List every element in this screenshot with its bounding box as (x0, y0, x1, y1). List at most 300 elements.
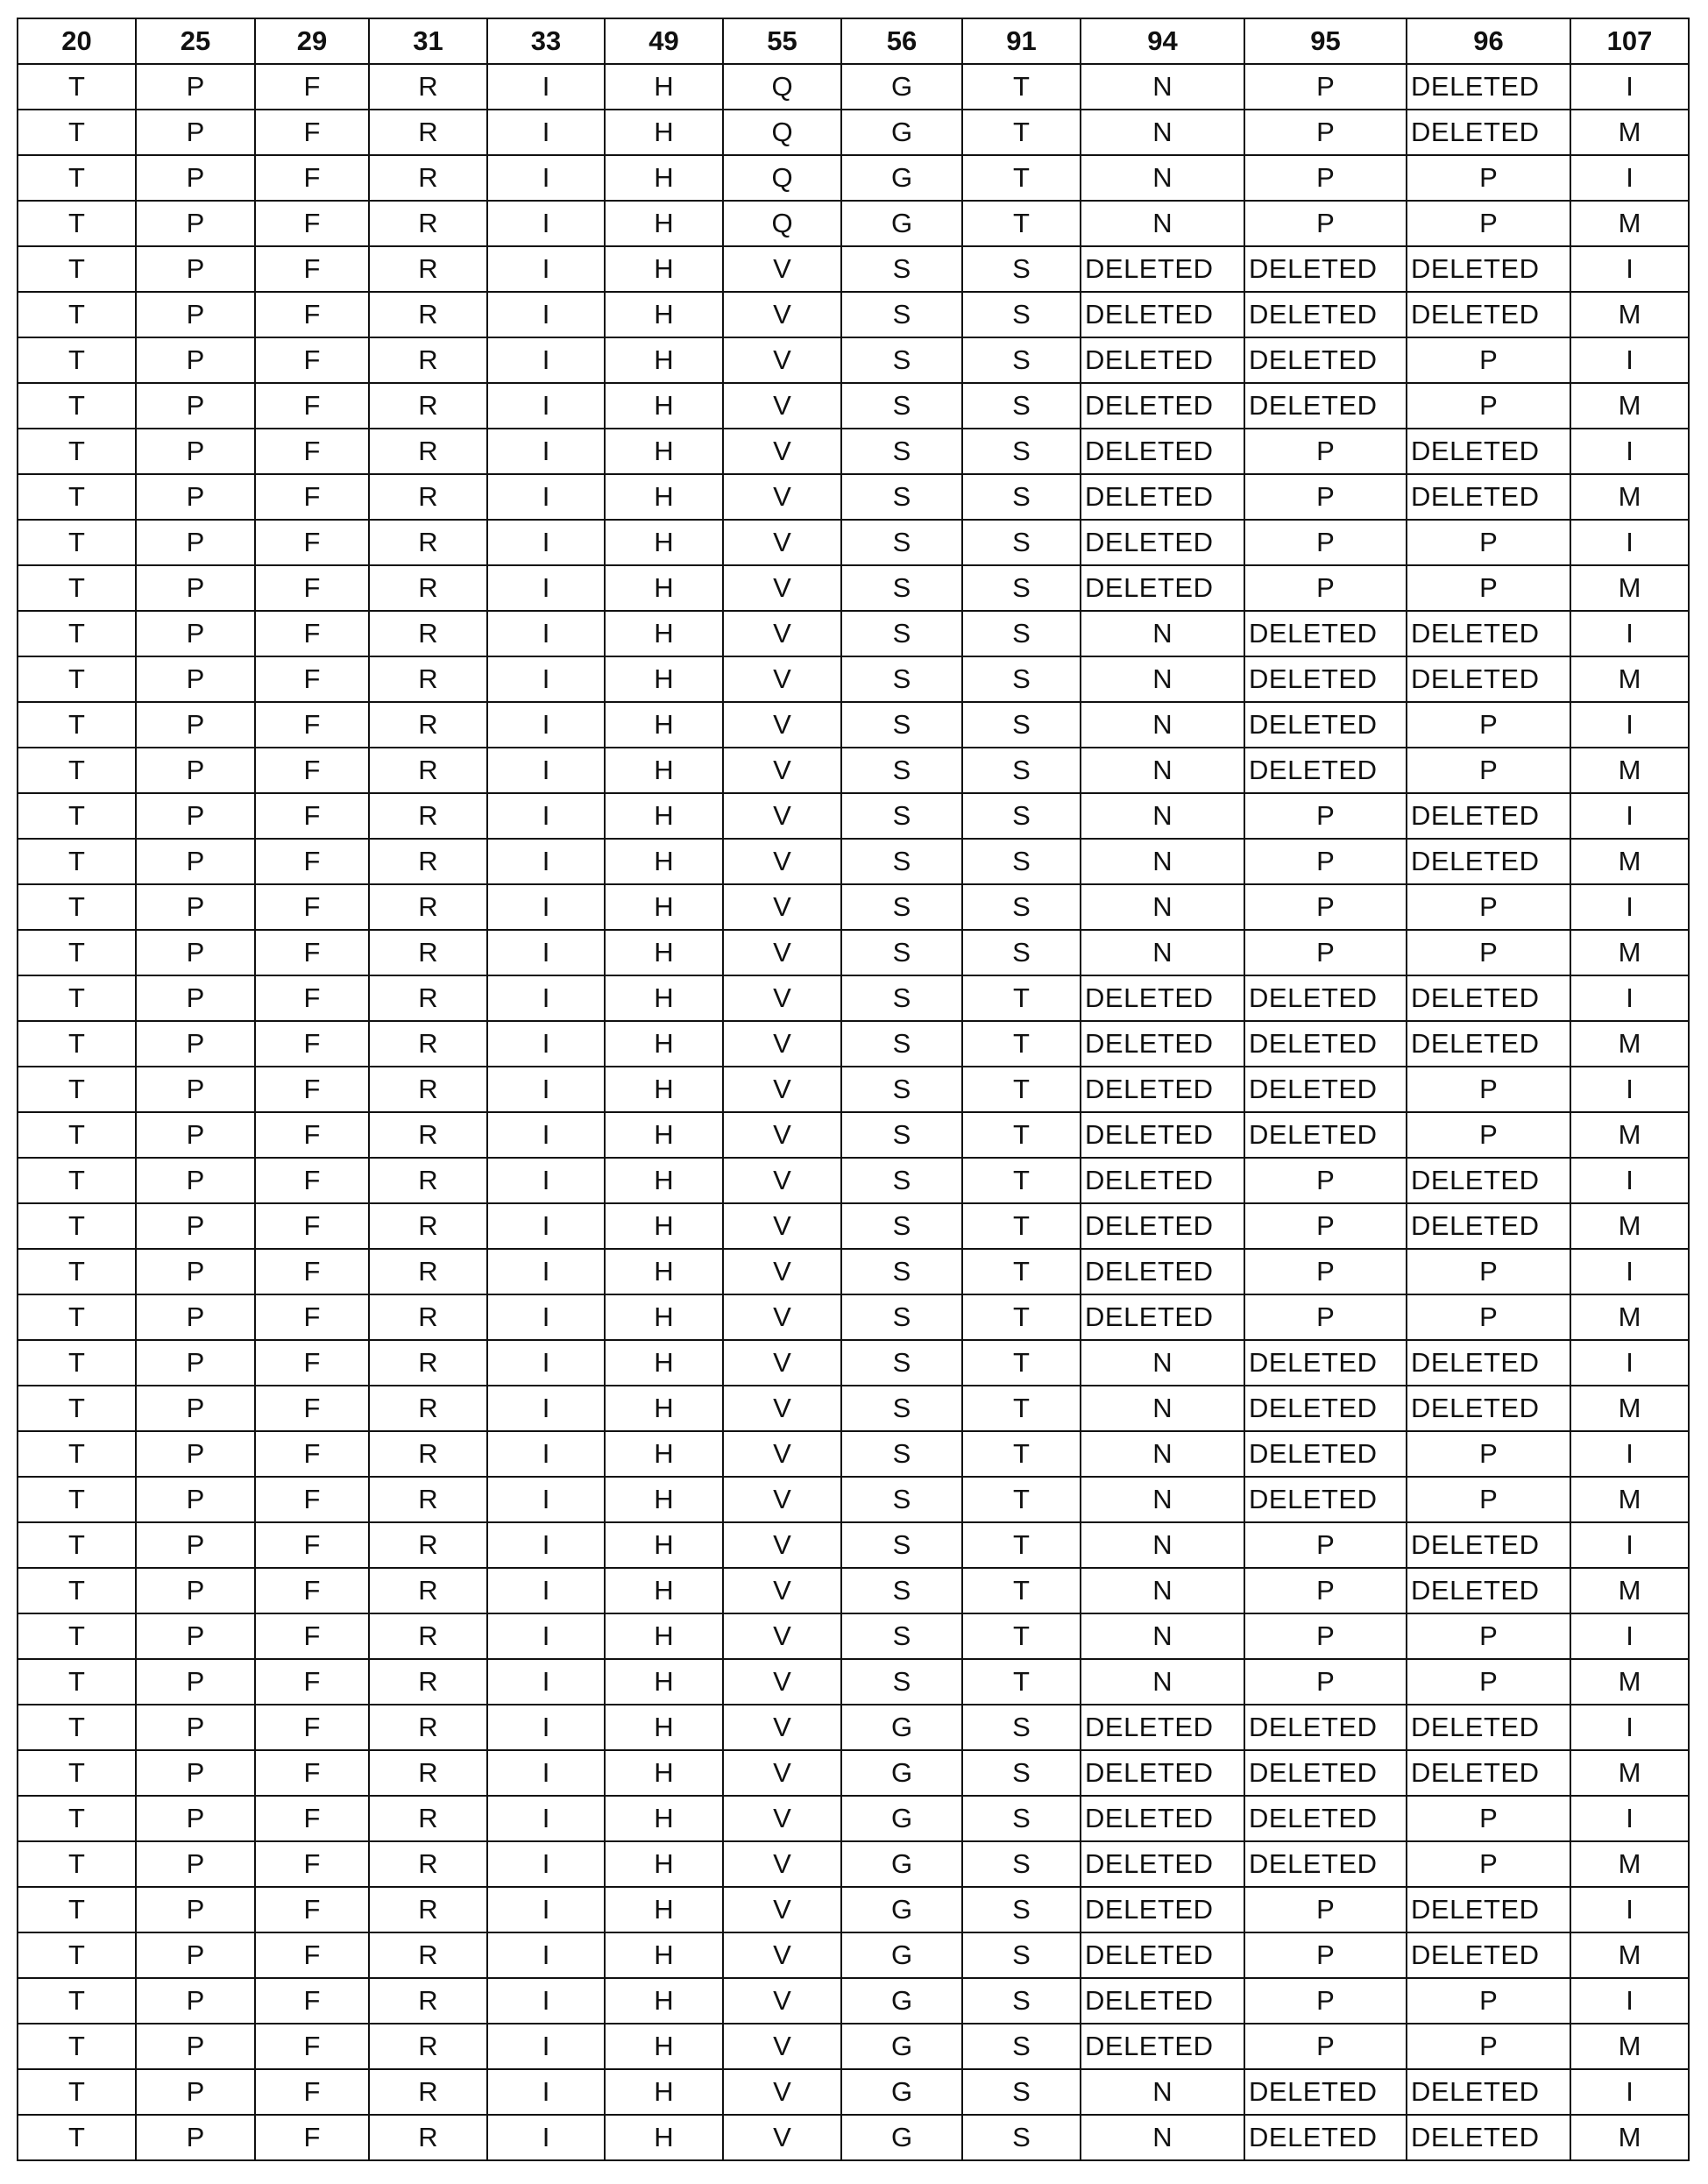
cell-position-95: DELETED (1244, 748, 1407, 793)
cell-position-95: P (1244, 1203, 1407, 1249)
cell-position-31: R (369, 1796, 487, 1841)
cell-position-55: Q (723, 64, 841, 110)
cell-position-31: R (369, 1158, 487, 1203)
table-row (18, 1796, 1689, 1841)
cell-position-29: F (255, 110, 369, 155)
cell-position-107: M (1570, 1932, 1689, 1978)
cell-position-94: N (1081, 930, 1244, 975)
cell-position-25: P (136, 337, 255, 383)
cell-position-91: T (962, 64, 1081, 110)
cell-position-20: T (18, 1659, 136, 1705)
cell-position-25: P (136, 1613, 255, 1659)
table-row (18, 702, 1689, 748)
cell-position-55: V (723, 1659, 841, 1705)
cell-position-55: V (723, 292, 841, 337)
cell-position-25: P (136, 474, 255, 520)
cell-position-96: P (1407, 201, 1570, 246)
cell-position-25: P (136, 1203, 255, 1249)
cell-position-33: I (487, 1705, 605, 1750)
cell-position-96: P (1407, 1613, 1570, 1659)
cell-position-56: S (841, 1431, 962, 1477)
cell-position-96: DELETED (1407, 1932, 1570, 1978)
cell-position-107: I (1570, 1522, 1689, 1568)
cell-position-25: P (136, 1522, 255, 1568)
cell-position-29: F (255, 383, 369, 429)
cell-position-96: DELETED (1407, 110, 1570, 155)
cell-position-56: G (841, 1796, 962, 1841)
table-row (18, 1659, 1689, 1705)
cell-position-107: M (1570, 1021, 1689, 1067)
cell-position-25: P (136, 702, 255, 748)
header-row (18, 18, 1689, 64)
cell-position-20: T (18, 1340, 136, 1386)
cell-position-20: T (18, 1841, 136, 1887)
cell-position-95: DELETED (1244, 1750, 1407, 1796)
cell-position-20: T (18, 839, 136, 884)
cell-position-96: DELETED (1407, 2115, 1570, 2160)
cell-position-31: R (369, 1659, 487, 1705)
cell-position-56: S (841, 975, 962, 1021)
cell-position-20: T (18, 1431, 136, 1477)
cell-position-107: I (1570, 611, 1689, 656)
cell-position-107: I (1570, 155, 1689, 201)
cell-position-91: S (962, 337, 1081, 383)
cell-position-56: S (841, 1522, 962, 1568)
cell-position-94: N (1081, 793, 1244, 839)
cell-position-94: N (1081, 1568, 1244, 1613)
cell-position-55: V (723, 1340, 841, 1386)
cell-position-25: P (136, 884, 255, 930)
cell-position-25: P (136, 292, 255, 337)
cell-position-95: DELETED (1244, 1796, 1407, 1841)
cell-position-56: S (841, 884, 962, 930)
cell-position-25: P (136, 1431, 255, 1477)
cell-position-107: I (1570, 1705, 1689, 1750)
cell-position-55: V (723, 1796, 841, 1841)
cell-position-94: DELETED (1081, 1705, 1244, 1750)
table-row (18, 1477, 1689, 1522)
cell-position-56: S (841, 1203, 962, 1249)
cell-position-55: V (723, 1522, 841, 1568)
cell-position-49: H (605, 1431, 723, 1477)
cell-position-91: S (962, 702, 1081, 748)
cell-position-91: S (962, 2115, 1081, 2160)
cell-position-25: P (136, 1386, 255, 1431)
cell-position-33: I (487, 1932, 605, 1978)
cell-position-107: I (1570, 1249, 1689, 1294)
cell-position-31: R (369, 1978, 487, 2024)
cell-position-49: H (605, 429, 723, 474)
cell-position-31: R (369, 1932, 487, 1978)
cell-position-96: DELETED (1407, 1158, 1570, 1203)
table-row (18, 2024, 1689, 2069)
cell-position-29: F (255, 292, 369, 337)
cell-position-49: H (605, 565, 723, 611)
cell-position-31: R (369, 1112, 487, 1158)
cell-position-107: I (1570, 1431, 1689, 1477)
cell-position-95: P (1244, 520, 1407, 565)
cell-position-96: P (1407, 1294, 1570, 1340)
cell-position-107: I (1570, 2069, 1689, 2115)
cell-position-33: I (487, 839, 605, 884)
cell-position-33: I (487, 2115, 605, 2160)
cell-position-91: T (962, 1340, 1081, 1386)
cell-position-94: N (1081, 839, 1244, 884)
cell-position-94: DELETED (1081, 2024, 1244, 2069)
cell-position-31: R (369, 201, 487, 246)
cell-position-91: T (962, 1203, 1081, 1249)
cell-position-107: M (1570, 565, 1689, 611)
cell-position-49: H (605, 520, 723, 565)
cell-position-49: H (605, 246, 723, 292)
cell-position-107: I (1570, 64, 1689, 110)
cell-position-56: G (841, 2115, 962, 2160)
cell-position-95: DELETED (1244, 611, 1407, 656)
cell-position-31: R (369, 1841, 487, 1887)
cell-position-49: H (605, 1841, 723, 1887)
cell-position-96: DELETED (1407, 246, 1570, 292)
cell-position-31: R (369, 292, 487, 337)
cell-position-55: V (723, 565, 841, 611)
cell-position-29: F (255, 64, 369, 110)
cell-position-55: V (723, 1158, 841, 1203)
cell-position-91: S (962, 611, 1081, 656)
cell-position-55: V (723, 1021, 841, 1067)
cell-position-49: H (605, 839, 723, 884)
cell-position-33: I (487, 337, 605, 383)
cell-position-29: F (255, 2069, 369, 2115)
cell-position-49: H (605, 1477, 723, 1522)
cell-position-33: I (487, 975, 605, 1021)
cell-position-55: V (723, 611, 841, 656)
cell-position-91: T (962, 1477, 1081, 1522)
cell-position-94: DELETED (1081, 429, 1244, 474)
table-row (18, 1294, 1689, 1340)
cell-position-20: T (18, 884, 136, 930)
cell-position-56: G (841, 64, 962, 110)
cell-position-91: T (962, 1249, 1081, 1294)
cell-position-95: DELETED (1244, 337, 1407, 383)
cell-position-25: P (136, 1887, 255, 1932)
cell-position-94: N (1081, 748, 1244, 793)
cell-position-91: S (962, 2069, 1081, 2115)
cell-position-55: V (723, 1203, 841, 1249)
cell-position-91: S (962, 793, 1081, 839)
cell-position-95: P (1244, 1568, 1407, 1613)
cell-position-25: P (136, 64, 255, 110)
cell-position-96: DELETED (1407, 1705, 1570, 1750)
table-row (18, 1568, 1689, 1613)
cell-position-33: I (487, 1112, 605, 1158)
cell-position-25: P (136, 1568, 255, 1613)
cell-position-91: T (962, 1386, 1081, 1431)
cell-position-91: T (962, 1613, 1081, 1659)
cell-position-55: V (723, 383, 841, 429)
cell-position-91: S (962, 474, 1081, 520)
cell-position-20: T (18, 201, 136, 246)
cell-position-94: N (1081, 702, 1244, 748)
table-row (18, 975, 1689, 1021)
cell-position-55: Q (723, 201, 841, 246)
cell-position-29: F (255, 1386, 369, 1431)
cell-position-49: H (605, 201, 723, 246)
cell-position-29: F (255, 1158, 369, 1203)
cell-position-96: DELETED (1407, 1021, 1570, 1067)
cell-position-56: G (841, 155, 962, 201)
table-row (18, 1750, 1689, 1796)
cell-position-91: S (962, 1887, 1081, 1932)
cell-position-91: S (962, 1841, 1081, 1887)
cell-position-31: R (369, 793, 487, 839)
cell-position-56: S (841, 1568, 962, 1613)
cell-position-49: H (605, 1021, 723, 1067)
cell-position-49: H (605, 292, 723, 337)
cell-position-29: F (255, 2115, 369, 2160)
column-header-position-20: 20 (18, 18, 136, 64)
cell-position-91: S (962, 839, 1081, 884)
cell-position-20: T (18, 1978, 136, 2024)
cell-position-33: I (487, 1841, 605, 1887)
cell-position-107: M (1570, 383, 1689, 429)
cell-position-96: DELETED (1407, 1522, 1570, 1568)
cell-position-56: S (841, 1386, 962, 1431)
cell-position-20: T (18, 292, 136, 337)
cell-position-20: T (18, 1522, 136, 1568)
table-row (18, 839, 1689, 884)
cell-position-107: I (1570, 1067, 1689, 1112)
cell-position-107: I (1570, 702, 1689, 748)
cell-position-20: T (18, 1796, 136, 1841)
cell-position-95: DELETED (1244, 702, 1407, 748)
cell-position-29: F (255, 565, 369, 611)
cell-position-56: G (841, 1841, 962, 1887)
cell-position-29: F (255, 611, 369, 656)
cell-position-20: T (18, 520, 136, 565)
cell-position-91: S (962, 1750, 1081, 1796)
table-row (18, 474, 1689, 520)
cell-position-56: G (841, 2024, 962, 2069)
cell-position-56: S (841, 793, 962, 839)
cell-position-95: DELETED (1244, 292, 1407, 337)
cell-position-33: I (487, 611, 605, 656)
cell-position-31: R (369, 565, 487, 611)
cell-position-56: S (841, 1067, 962, 1112)
cell-position-56: G (841, 1932, 962, 1978)
cell-position-95: DELETED (1244, 2115, 1407, 2160)
cell-position-94: N (1081, 1431, 1244, 1477)
cell-position-20: T (18, 64, 136, 110)
cell-position-49: H (605, 1203, 723, 1249)
cell-position-20: T (18, 1112, 136, 1158)
cell-position-94: DELETED (1081, 1294, 1244, 1340)
cell-position-29: F (255, 1021, 369, 1067)
cell-position-31: R (369, 429, 487, 474)
cell-position-25: P (136, 1158, 255, 1203)
cell-position-25: P (136, 1841, 255, 1887)
cell-position-94: DELETED (1081, 975, 1244, 1021)
cell-position-56: S (841, 1021, 962, 1067)
cell-position-94: DELETED (1081, 565, 1244, 611)
cell-position-95: DELETED (1244, 1841, 1407, 1887)
cell-position-25: P (136, 975, 255, 1021)
column-header-position-107: 107 (1570, 18, 1689, 64)
cell-position-107: I (1570, 520, 1689, 565)
cell-position-20: T (18, 748, 136, 793)
cell-position-107: M (1570, 656, 1689, 702)
cell-position-96: DELETED (1407, 1750, 1570, 1796)
cell-position-49: H (605, 793, 723, 839)
cell-position-55: V (723, 1705, 841, 1750)
cell-position-55: V (723, 975, 841, 1021)
cell-position-94: DELETED (1081, 1158, 1244, 1203)
cell-position-31: R (369, 975, 487, 1021)
cell-position-95: DELETED (1244, 656, 1407, 702)
cell-position-56: S (841, 1294, 962, 1340)
table-row (18, 1522, 1689, 1568)
cell-position-96: DELETED (1407, 292, 1570, 337)
cell-position-107: M (1570, 2024, 1689, 2069)
cell-position-96: DELETED (1407, 64, 1570, 110)
cell-position-29: F (255, 1067, 369, 1112)
cell-position-94: DELETED (1081, 246, 1244, 292)
cell-position-31: R (369, 520, 487, 565)
cell-position-49: H (605, 337, 723, 383)
cell-position-94: DELETED (1081, 1978, 1244, 2024)
cell-position-25: P (136, 1796, 255, 1841)
cell-position-94: N (1081, 201, 1244, 246)
cell-position-96: P (1407, 748, 1570, 793)
column-header-position-94: 94 (1081, 18, 1244, 64)
cell-position-31: R (369, 1477, 487, 1522)
table-row (18, 337, 1689, 383)
cell-position-95: DELETED (1244, 1705, 1407, 1750)
cell-position-49: H (605, 1887, 723, 1932)
cell-position-95: P (1244, 884, 1407, 930)
cell-position-31: R (369, 656, 487, 702)
table-row (18, 292, 1689, 337)
cell-position-91: T (962, 110, 1081, 155)
cell-position-33: I (487, 1659, 605, 1705)
cell-position-29: F (255, 1340, 369, 1386)
cell-position-56: S (841, 246, 962, 292)
cell-position-56: S (841, 1340, 962, 1386)
cell-position-20: T (18, 656, 136, 702)
cell-position-25: P (136, 1249, 255, 1294)
table-row (18, 1021, 1689, 1067)
cell-position-96: P (1407, 155, 1570, 201)
cell-position-31: R (369, 474, 487, 520)
cell-position-31: R (369, 1249, 487, 1294)
cell-position-20: T (18, 702, 136, 748)
cell-position-25: P (136, 565, 255, 611)
cell-position-55: V (723, 884, 841, 930)
cell-position-29: F (255, 1522, 369, 1568)
cell-position-29: F (255, 1750, 369, 1796)
cell-position-31: R (369, 1750, 487, 1796)
cell-position-29: F (255, 474, 369, 520)
cell-position-33: I (487, 64, 605, 110)
cell-position-20: T (18, 155, 136, 201)
cell-position-94: N (1081, 1340, 1244, 1386)
cell-position-55: V (723, 1431, 841, 1477)
cell-position-96: DELETED (1407, 975, 1570, 1021)
cell-position-49: H (605, 2024, 723, 2069)
cell-position-29: F (255, 2024, 369, 2069)
cell-position-29: F (255, 1249, 369, 1294)
cell-position-20: T (18, 1705, 136, 1750)
cell-position-95: P (1244, 1613, 1407, 1659)
table-row (18, 155, 1689, 201)
table-row (18, 2115, 1689, 2160)
cell-position-49: H (605, 1613, 723, 1659)
table-row (18, 656, 1689, 702)
cell-position-25: P (136, 1021, 255, 1067)
cell-position-25: P (136, 2024, 255, 2069)
cell-position-91: S (962, 292, 1081, 337)
cell-position-29: F (255, 1659, 369, 1705)
cell-position-95: P (1244, 1932, 1407, 1978)
cell-position-95: DELETED (1244, 2069, 1407, 2115)
cell-position-96: P (1407, 1477, 1570, 1522)
cell-position-29: F (255, 1932, 369, 1978)
cell-position-49: H (605, 1796, 723, 1841)
cell-position-95: P (1244, 155, 1407, 201)
cell-position-96: P (1407, 1249, 1570, 1294)
cell-position-49: H (605, 930, 723, 975)
table-row (18, 793, 1689, 839)
cell-position-96: P (1407, 1841, 1570, 1887)
cell-position-96: P (1407, 1978, 1570, 2024)
cell-position-96: P (1407, 2024, 1570, 2069)
cell-position-20: T (18, 383, 136, 429)
cell-position-25: P (136, 1750, 255, 1796)
cell-position-49: H (605, 1568, 723, 1613)
cell-position-33: I (487, 1887, 605, 1932)
cell-position-49: H (605, 64, 723, 110)
cell-position-20: T (18, 1067, 136, 1112)
cell-position-20: T (18, 1203, 136, 1249)
cell-position-20: T (18, 1932, 136, 1978)
cell-position-20: T (18, 930, 136, 975)
cell-position-56: S (841, 1613, 962, 1659)
cell-position-96: P (1407, 1659, 1570, 1705)
cell-position-96: DELETED (1407, 611, 1570, 656)
cell-position-107: I (1570, 1978, 1689, 2024)
cell-position-96: DELETED (1407, 1568, 1570, 1613)
cell-position-56: S (841, 1477, 962, 1522)
cell-position-95: DELETED (1244, 1340, 1407, 1386)
cell-position-20: T (18, 2069, 136, 2115)
cell-position-55: V (723, 1386, 841, 1431)
cell-position-94: DELETED (1081, 474, 1244, 520)
cell-position-29: F (255, 337, 369, 383)
cell-position-55: Q (723, 155, 841, 201)
cell-position-33: I (487, 565, 605, 611)
cell-position-91: S (962, 429, 1081, 474)
cell-position-94: DELETED (1081, 1750, 1244, 1796)
table-row (18, 1978, 1689, 2024)
cell-position-49: H (605, 2069, 723, 2115)
cell-position-25: P (136, 2115, 255, 2160)
cell-position-56: G (841, 201, 962, 246)
cell-position-55: V (723, 520, 841, 565)
cell-position-91: S (962, 1705, 1081, 1750)
cell-position-55: V (723, 839, 841, 884)
cell-position-107: M (1570, 1477, 1689, 1522)
cell-position-31: R (369, 1613, 487, 1659)
cell-position-56: S (841, 337, 962, 383)
cell-position-107: I (1570, 975, 1689, 1021)
